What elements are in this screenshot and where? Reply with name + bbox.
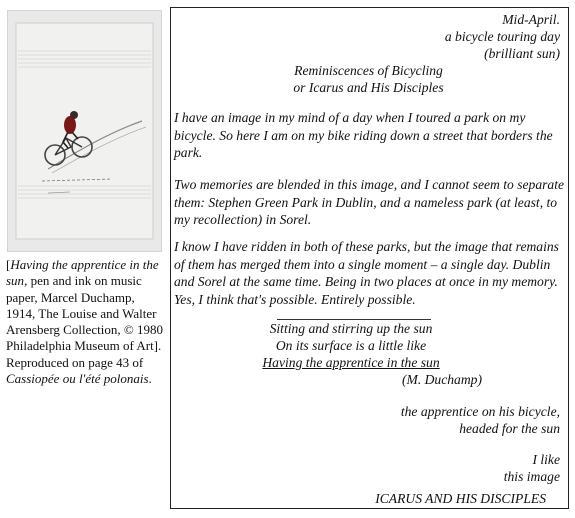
caption-title: Having the apprentice in the sun bbox=[6, 257, 159, 289]
quote-attribution: (M. Duchamp) bbox=[401, 372, 482, 387]
paragraph: I have an image in my mind of a day when I toured a park on my bicycle. So here I am on my bike riding down a street that borders the park. bbox=[174, 110, 553, 160]
duchamp-drawing bbox=[7, 10, 162, 252]
like-line: this image bbox=[503, 469, 560, 484]
poem-frame bbox=[170, 7, 569, 509]
dateline-line: Mid-April. bbox=[502, 12, 560, 27]
apprentice-line: the apprentice on his bicycle, bbox=[400, 404, 560, 419]
cyclist-sketch-icon bbox=[8, 11, 161, 251]
quote-line: Sitting and stirring up the sun bbox=[269, 321, 433, 336]
dateline-line: a bicycle touring day bbox=[444, 29, 560, 44]
apprentice-line: headed for the sun bbox=[459, 421, 560, 436]
caption-close: . bbox=[148, 371, 152, 387]
quote-line: On its surface is a little like bbox=[275, 338, 427, 353]
caption-book-title: Cassiopée ou l'été polonais bbox=[6, 371, 149, 387]
figure-caption bbox=[6, 257, 166, 387]
quote-line-underlined: Having the apprentice in the sun bbox=[262, 355, 440, 370]
caption-details: , pen and ink on music paper, Marcel Duchamp, 1914, The Louise and Walter Arensberg Collection, © 1980 Philadelphia Museum of Art]. Reproduced on page 43 of bbox=[6, 273, 163, 370]
closing-line: ICARUS AND HIS DISCIPLES bbox=[375, 491, 546, 506]
dateline-line: (brilliant sun) bbox=[484, 46, 560, 61]
like-line: I like bbox=[532, 452, 560, 467]
paragraph: Two memories are blended in this image, and I cannot seem to separate them: Stephen Green Park in Dublin, and a nameless park (at least, to my recollection) in Sorel. bbox=[174, 177, 565, 227]
caption-open: [ bbox=[6, 257, 11, 272]
poem-title-line: Reminiscences of Bicycling bbox=[294, 63, 443, 78]
poem-title-line: or Icarus and His Disciples bbox=[293, 80, 444, 95]
paragraph: I know I have ridden in both of these parks, but the image that remains of them has merged them into a single moment – a single day. Dublin and Sorel at the same time. Being in two places at once in my memory. Yes, I think that's possible. Entirely possible. bbox=[174, 239, 559, 307]
